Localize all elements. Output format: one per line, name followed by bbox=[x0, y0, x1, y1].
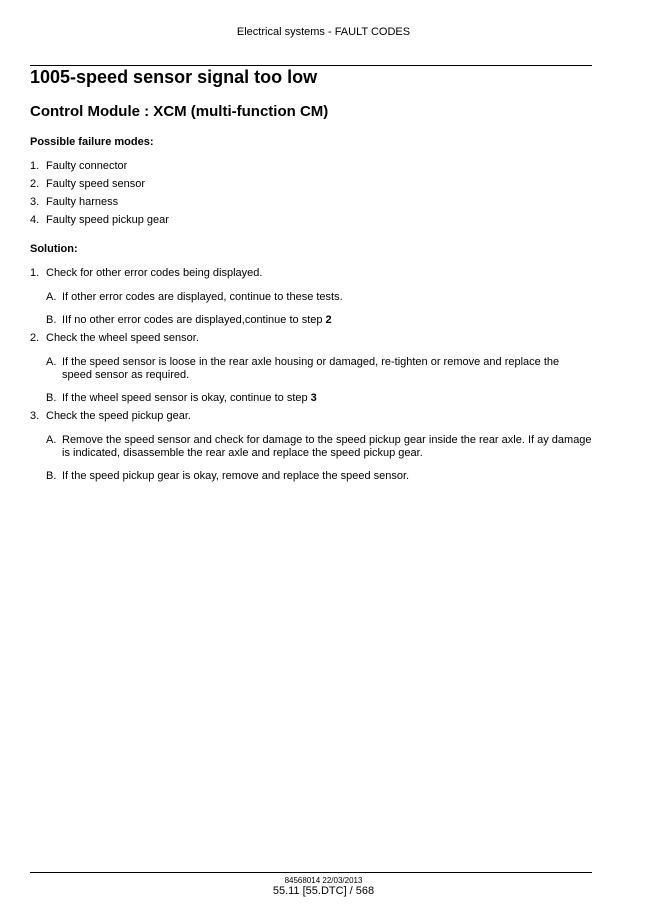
step-text: Check the wheel speed sensor. bbox=[46, 332, 199, 344]
substep-letter: B. bbox=[46, 314, 57, 326]
substep-text: If the speed sensor is loose in the rear axle housing or damaged, re-tighten or remove and replace the speed sensor as required. bbox=[62, 356, 560, 381]
page-header: Electrical systems - FAULT CODES bbox=[236, 26, 411, 38]
list-text: Faulty speed sensor bbox=[46, 178, 146, 190]
footer-rule bbox=[30, 872, 592, 873]
page-title: 1005-speed sensor signal too low bbox=[30, 67, 318, 87]
header-rule bbox=[30, 65, 592, 66]
step-reference: 3 bbox=[310, 392, 317, 404]
list-number: 2. bbox=[30, 178, 40, 190]
substep-body: If the wheel speed sensor is okay, continue to step bbox=[62, 392, 311, 404]
substep-text: If other error codes are displayed, continue to these tests. bbox=[62, 291, 343, 303]
substep-letter: A. bbox=[46, 434, 57, 446]
substep-text: Remove the speed sensor and check for damage to the speed pickup gear inside the rear axle. If ay damage is indicated, disassemble the rear axle and replace the speed pickup gear. bbox=[62, 434, 592, 459]
substep-letter: B. bbox=[46, 392, 57, 404]
list-text: Faulty harness bbox=[46, 196, 119, 208]
substep-text: If the speed pickup gear is okay, remove and replace the speed sensor. bbox=[62, 470, 410, 482]
control-module-heading: Control Module : XCM (multi-function CM) bbox=[30, 103, 329, 120]
list-text: Faulty speed pickup gear bbox=[46, 214, 169, 226]
list-number: 3. bbox=[30, 196, 40, 208]
list-number: 1. bbox=[30, 160, 40, 172]
substep-body: IIf no other error codes are displayed,continue to step bbox=[62, 314, 326, 326]
step-reference: 2 bbox=[325, 314, 332, 326]
step-number: 2. bbox=[30, 332, 40, 344]
substep-letter: A. bbox=[46, 291, 57, 303]
failure-modes-label: Possible failure modes: bbox=[30, 136, 154, 148]
step-number: 1. bbox=[30, 267, 40, 279]
solution-label: Solution: bbox=[30, 243, 78, 255]
footer-page-number: 55.11 [55.DTC] / 568 bbox=[272, 885, 375, 897]
step-text: Check the speed pickup gear. bbox=[46, 410, 191, 422]
substep-text bbox=[62, 392, 592, 405]
step-number: 3. bbox=[30, 410, 40, 422]
substep-text bbox=[62, 314, 592, 327]
substep-letter: A. bbox=[46, 356, 57, 368]
step-text: Check for other error codes being displayed. bbox=[46, 267, 263, 279]
substep-letter: B. bbox=[46, 470, 57, 482]
list-number: 4. bbox=[30, 214, 40, 226]
list-text: Faulty connector bbox=[46, 160, 128, 172]
footer-doc-id: 84568014 22/03/2013 bbox=[284, 876, 363, 885]
